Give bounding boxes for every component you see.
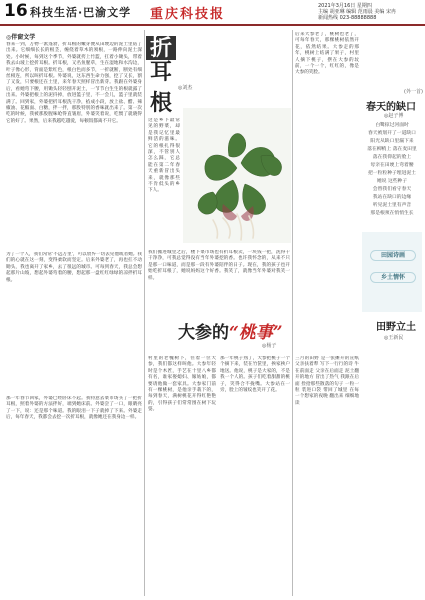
column-divider-1 [144, 30, 145, 596]
poem-line: 那是根须在悄悄生长 [370, 211, 414, 216]
zheergen-body-left: 这是乡下最常见的野菜，却是我记忆里最鲜活的滋味。它的根扎得很深，不管别人怎么踩，它总能在第二年春天重新冒出头来，就像那些不肯低头的乡下人。 [148, 118, 180, 194]
poem-tail: (外一首) [404, 89, 423, 95]
left-article-body-2: 为了一个人，我们常常'不远万里'，可以放弃一切去见他或者她。我们的心就在这一刻，变得柔软而坚定。后来外婆老了，再也扛不动锄头，我也离开了家乡，去了很远的城市。可每到春天，我总会想起那片山坡，想起外婆弯着的腰，想起那一盘红红绿绿的凉拌折耳根。 [6, 252, 142, 283]
date-line-1: 2021年3月16日 星期四 [318, 3, 372, 9]
decorative-banner [362, 232, 422, 312]
left-article-body-3: 那一年春节回家，外婆已经卧床不起。我特意去菜市场买了一把折耳根，照着外婆的方法拌好，端到她床前。外婆尝了一口，眼睛亮了一下，说：还是那个味道。我的眼泪一下子就掉了下来。外婆走后，每年春天，我都会去挖一次折耳根，就像她还在我身边一样。 [6, 396, 142, 421]
date-line-3: 新闻热线 023-88888888 [318, 15, 377, 21]
right-mid-body: 三月的田野 是一张摊开的宣纸 父亲扶着犁 写下一行行的诗 牛在前面走 父亲在后面走 泥土翻开的地方 冒出了热气 我跟在后面 捡拾那些散落的句子 一粒一粒 装进口袋 带回了城里 在每一个想家的夜晚 翻出来 细细地读 [295, 356, 359, 406]
column-divider-2 [292, 30, 293, 596]
taoshi-author: ◎杨子 [262, 343, 277, 349]
header-rule [0, 24, 425, 26]
banner-label-2: 乡土情怀 [370, 272, 416, 283]
poem-line: 阳光从缺口里漏下来 [370, 139, 414, 144]
taoshi-body-3: 后来大参老了，桃树也老了，可每年春天，那棵桃树依然开花，依然结果。大参走的那年，桃树上结满了果子，村里人摘下桃子，摆在大参的坟前，一个一个，红红的，像是大参的笑脸。 [295, 32, 359, 76]
poem-title: 春天的缺口 [366, 102, 416, 113]
taoshi-body-1: 村里的老槐树下，住着一位大参，我们都这样叫他。大参年轻时是个木匠，手艺在十里八乡都有名，谁家娶媳妇、嫁姑娘，都要请他做一套家具。大参家门前有一棵桃树，是他亲手栽下的，每到春天，满树桃花开得红艳艳的，引得孩子们常常围在树下玩耍。 [148, 356, 216, 413]
zheergen-author: ◎刘杰 [178, 85, 193, 91]
zheergen-body-2: 我们搬进城里之后，楼下菜市场也有折耳根卖，一块钱一把，洗得干干净净，可我总觉得没有当年外婆挖的香。也许我怀念的，从来不只是那一口味道，而是那一段有外婆陪伴的日子。现在，我的孩子也开始吃折耳根了，她说妈妈这个好香。我笑了，就像当年外婆对我笑一样。 [148, 250, 290, 281]
zheergen-photo [183, 108, 291, 243]
poem-line: 白鹭掠过河面时 [375, 123, 409, 128]
date-line [318, 3, 422, 21]
poem2-title: 田野立土 [376, 322, 416, 333]
section-title: 科技生活·巴渝文学 [30, 6, 132, 19]
poem-line: 落在柳梢上 落在麦田里 [367, 147, 417, 152]
taoshi-body-2: 那一年桃子熟了，大参把桃子一个个摘下来，装在竹筐里，挨家挨户地送。他说，桃子是大家的，不是我一个人的。孩子们吃着甜甜的桃子，笑得合不拢嘴。大参站在一旁，脸上的皱纹也笑开了花。 [220, 356, 290, 394]
poem-line: 她说 这些种子 [376, 179, 408, 184]
poem-line: 春天被划开了一道缺口 [368, 131, 416, 136]
taoshi-title-part-1: 大参的 [178, 323, 229, 343]
poem-line: 母亲在田埂上弯着腰 [370, 163, 414, 168]
poem-line: 会替我们看守春天 [372, 187, 412, 192]
zheergen-title-char-2: 耳 [149, 59, 172, 85]
poem-author: ◎赵子博 [384, 113, 404, 119]
poem-body [362, 122, 422, 218]
newspaper-brand: 重庆科技报 [150, 7, 226, 22]
page-number: 16 [4, 1, 28, 21]
zheergen-title-char-3: 根 [150, 90, 173, 116]
zheergen-title-char-1: 折 [146, 36, 176, 60]
date-line-2: 主编 胡亚琳 编辑 范雨晨 美编 宋冉 [318, 9, 396, 15]
taoshi-title-part-2: “桃事” [229, 323, 283, 343]
poem2-author: ◎王新民 [384, 335, 404, 341]
poem-line: 落在我仰起的脸上 [372, 155, 412, 160]
poem-line: 我站在缺口的边缘 [372, 195, 412, 200]
poem-line: 听见泥土里有声音 [372, 203, 412, 208]
herb-illustration [183, 108, 291, 243]
page-header [0, 0, 425, 24]
column-tag: ◎伴窗文学 [6, 34, 36, 41]
poem-line: 把一粒粒种子埋进泥土 [368, 171, 416, 176]
left-article-body: 春来一到，万物一派蓬勃，折耳根的嫩芽便从田埂边的泥土里钻了出来。它细细长长的根茎，缠绕着草木的须根，一路伸向泥土深处。小时候，每到这个季节，外婆就挎上竹篮，扛着小锄头，带着我去山坡上挖折耳根。折耳根，又名鱼腥草，生在湿地和水沟边，叶子像心形，背面是紫红色，根白色而多节，一折就断，断处有细丝相连，所以叫折耳根。外婆说，这东西生命力强，挖了又长，割了又发，只要根还在土里，来年春天照样冒出新芽。我跟在外婆身后，看她弯下腰，用锄头轻轻刨开泥土，一节节白生生的根就露了出来。外婆把根上的泥抖掉，放进篮子里，不一会儿，篮子里就装满了。回到家，外婆把折耳根洗干净，掐成小段，放上盐、醋、辣椒油、花椒面、白糖，拌一拌，那股特别的香味就出来了。第一次吃的时候，我被那股腥味呛得直皱眉，外婆笑着说，吃惯了就晓得它的好了。果然，后来我越吃越爱，每顿饭都离不开它。 [6, 42, 142, 124]
taoshi-title [178, 318, 283, 343]
banner-label-1: 田园诗画 [370, 250, 416, 261]
